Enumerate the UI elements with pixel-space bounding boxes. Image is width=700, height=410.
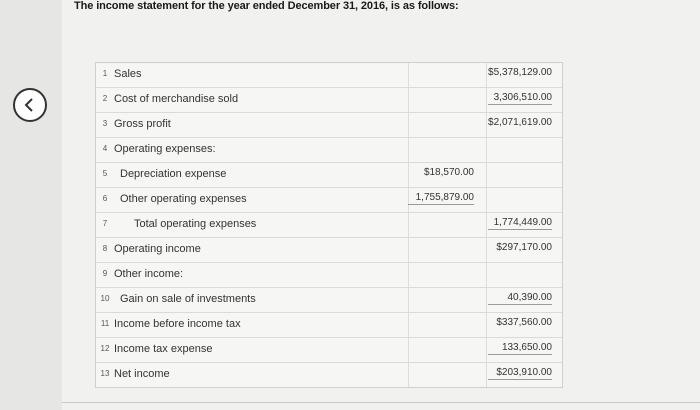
row-value-col2: 3,306,510.00	[488, 92, 552, 105]
row-label: Cost of merchandise sold	[114, 93, 239, 105]
row-number: 2	[102, 94, 108, 103]
row-number: 10	[100, 294, 110, 303]
row-label: Sales	[114, 68, 142, 80]
row-value-col1: 1,755,879.00	[408, 192, 474, 205]
table-row	[96, 163, 562, 188]
table-row	[96, 238, 562, 263]
row-value-col2: 40,390.00	[488, 292, 552, 305]
row-value-col2: 133,650.00	[488, 342, 552, 355]
row-label: Income tax expense	[114, 343, 213, 355]
row-number: 3	[102, 119, 108, 128]
table-row	[96, 138, 562, 163]
row-value-col1: $18,570.00	[423, 167, 474, 178]
row-label: Depreciation expense	[120, 168, 227, 180]
row-number: 7	[102, 219, 108, 228]
row-number: 4	[102, 144, 108, 153]
row-label: Income before income tax	[114, 318, 241, 330]
row-value-col2: $337,560.00	[496, 317, 552, 328]
bottom-divider	[62, 402, 700, 403]
row-number: 11	[100, 319, 110, 328]
row-value-col2: $5,378,129.00	[488, 67, 552, 78]
income-statement-table	[95, 62, 563, 388]
row-label: Gain on sale of investments	[120, 293, 256, 305]
table-row	[96, 263, 562, 288]
row-number: 12	[100, 344, 110, 353]
row-number: 13	[100, 369, 110, 378]
chevron-left-icon	[22, 97, 38, 113]
row-value-col2: $2,071,619.00	[488, 117, 552, 128]
question-heading: The income statement for the year ended December 31, 2016, is as follows:	[74, 0, 459, 12]
row-value-col2: $297,170.00	[496, 242, 552, 253]
table-row	[96, 363, 562, 387]
row-value-col2: 1,774,449.00	[488, 217, 552, 230]
table-row	[96, 88, 562, 113]
table-row	[96, 113, 562, 138]
table-row	[96, 338, 562, 363]
left-gutter	[0, 0, 62, 410]
row-number: 6	[102, 194, 108, 203]
row-label: Operating income	[114, 243, 201, 255]
row-number: 9	[102, 269, 108, 278]
row-number: 8	[102, 244, 108, 253]
row-label: Net income	[114, 368, 170, 380]
back-button[interactable]	[13, 88, 47, 122]
row-label: Total operating expenses	[134, 218, 257, 230]
table-row	[96, 288, 562, 313]
row-number: 5	[102, 169, 108, 178]
row-label: Gross profit	[114, 118, 171, 130]
table-row	[96, 313, 562, 338]
row-value-col2: $203,910.00	[488, 367, 552, 380]
row-label: Operating expenses:	[114, 143, 216, 155]
page	[62, 0, 700, 410]
table-row	[96, 213, 562, 238]
row-label: Other operating expenses	[120, 193, 247, 205]
row-number: 1	[102, 69, 108, 78]
table-row	[96, 63, 562, 88]
table-row	[96, 188, 562, 213]
row-label: Other income:	[114, 268, 184, 280]
